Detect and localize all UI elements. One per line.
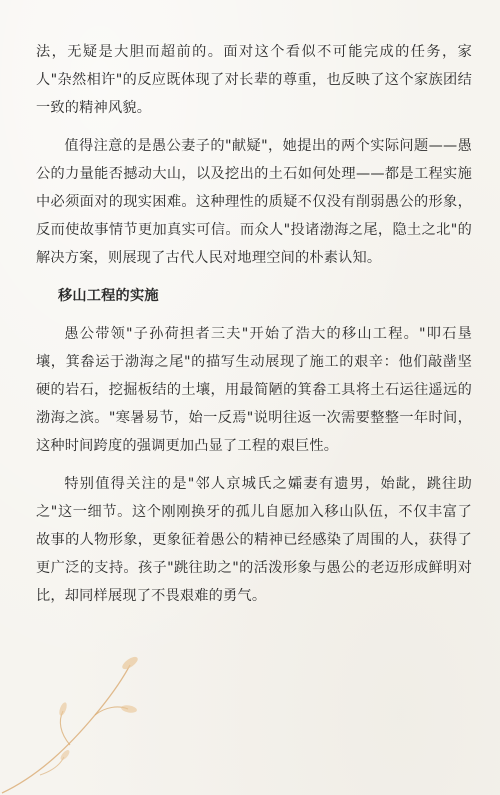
paragraph-2: 值得注意的是愚公妻子的"献疑"，她提出的两个实际问题——愚公的力量能否撼动大山，以及挖出的土石如何处理——都是工程实施中必须面对的现实困难。这种理性的质疑不仅没有削弱愚公的形象，反而使故事情节更加真实可信。而众人"投诸渤海之尾，隐土之北"的解决方案，则展现了古代人民对地理空间的朴素认知。 xyxy=(36,138,472,266)
paragraph-3: 愚公带领"子孙荷担者三夫"开始了浩大的移山工程。"叩石垦壤，箕畚运于渤海之尾"的描写生动展现了施工的艰辛：他们敲凿坚硬的岩石，挖掘板结的土壤，用最简陋的箕畚工具将土石运往遥远的渤海之滨。"寒暑易节，始一反焉"说明往返一次需要整整一年时间，这种时间跨度的强调更加凸显了工程的艰巨性。 xyxy=(36,326,472,454)
paragraph-1: 法，无疑是大胆而超前的。面对这个看似不可能完成的任务，家人"杂然相许"的反应既体现了对长辈的尊重，也反映了这个家族团结一致的精神风貌。 xyxy=(36,44,472,116)
paragraph-4: 特别值得关注的是"邻人京城氏之孀妻有遗男，始龀，跳往助之"这一细节。这个刚刚换牙的孤儿自愿加入移山队伍，不仅丰富了故事的人物形象，更象征着愚公的精神已经感染了周围的人，获得了更广泛的支持。孩子"跳往助之"的活泼形象与愚公的老迈形成鲜明对比，却同样展现了不畏艰难的勇气。 xyxy=(36,476,472,604)
section-heading: 移山工程的实施 xyxy=(58,288,159,304)
document-body xyxy=(36,38,472,620)
floral-decoration xyxy=(0,625,230,795)
